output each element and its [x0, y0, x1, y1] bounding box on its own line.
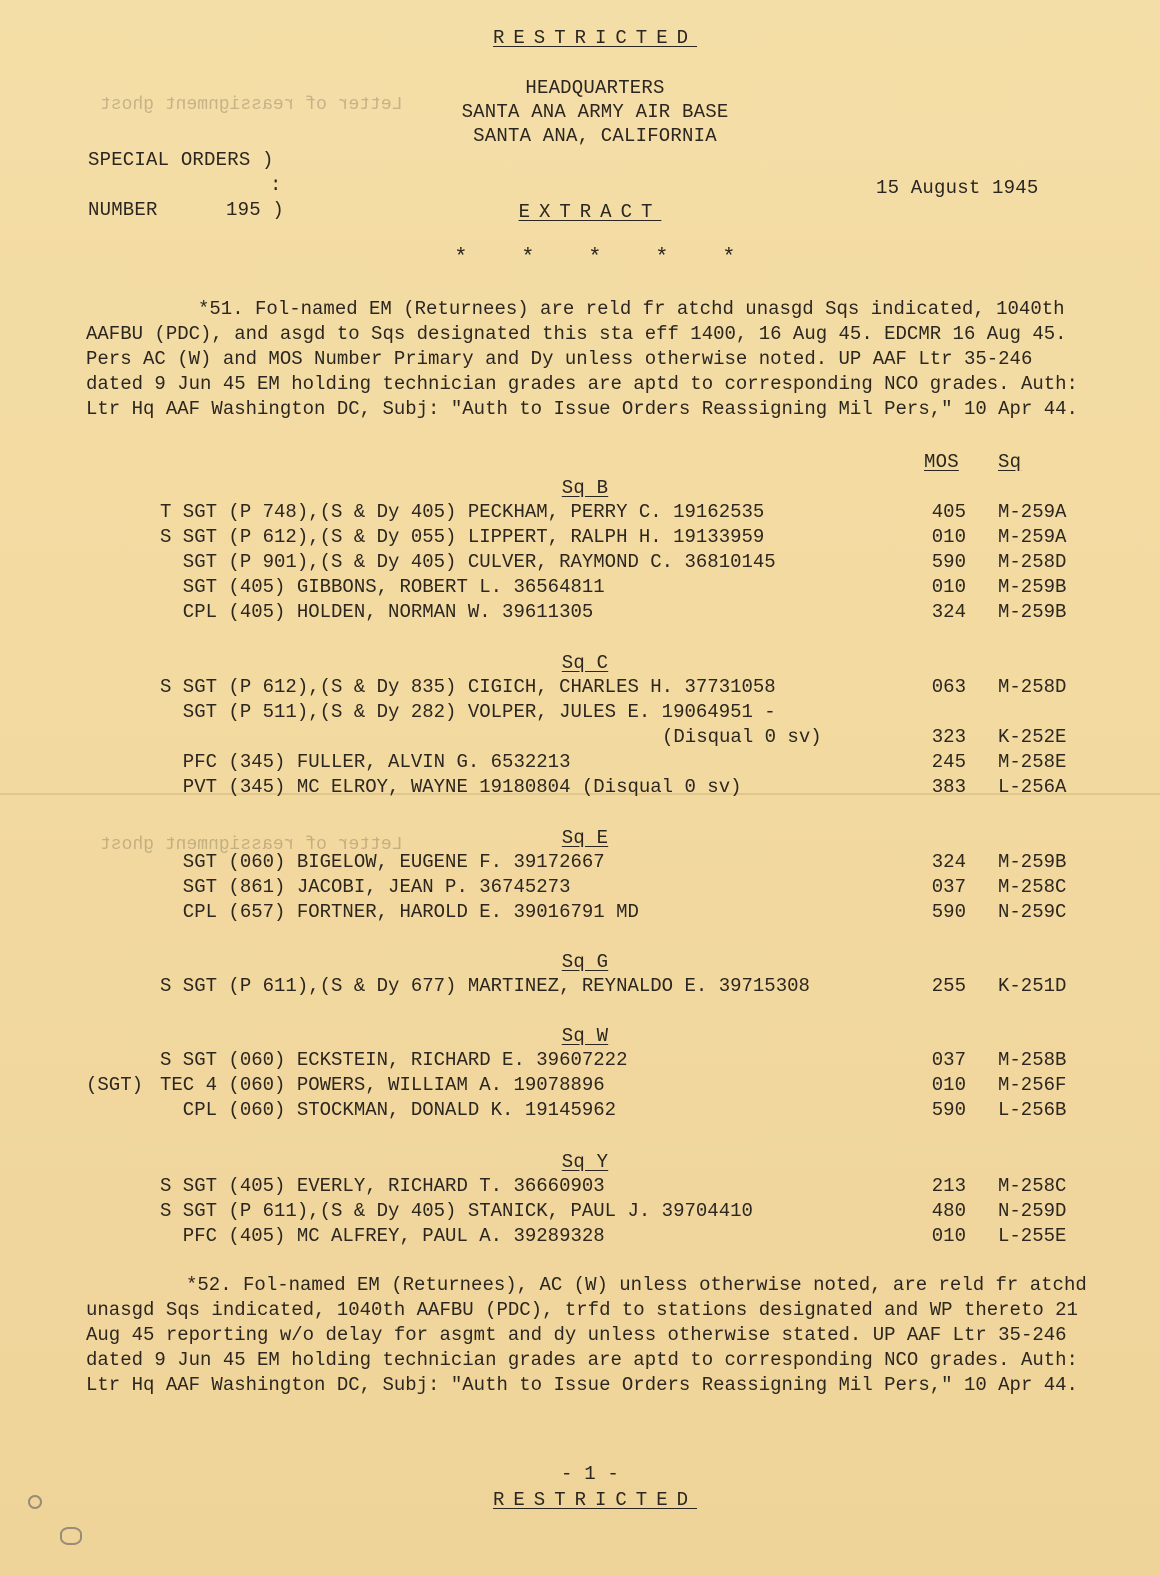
roster-entry: PFC (405) MC ALFREY, PAUL A. 39289328	[160, 1225, 605, 1247]
roster-entry: SGT (861) JACOBI, JEAN P. 36745273	[160, 876, 571, 898]
roster-row	[0, 875, 1160, 900]
squadron-value: M-259B	[998, 601, 1067, 623]
squadron-value: L-256A	[998, 776, 1067, 798]
squadron-value: M-259A	[998, 501, 1067, 523]
roster-row	[0, 550, 1160, 575]
roster-row	[0, 750, 1160, 775]
mos-value: 213	[931, 1175, 966, 1197]
mos-value: 324	[931, 851, 966, 873]
squadron-value: M-259B	[998, 851, 1067, 873]
squadron-value: L-255E	[998, 1225, 1067, 1247]
mos-value: 010	[931, 526, 966, 548]
squadron-value: K-251D	[998, 975, 1067, 997]
group-title: Sq G	[561, 951, 609, 973]
roster-row	[0, 525, 1160, 550]
roster-entry: PFC (345) FULLER, ALVIN G. 6532213	[160, 751, 571, 773]
mos-value: 010	[931, 1225, 966, 1247]
number-label: NUMBER	[88, 199, 158, 221]
mos-value: 590	[931, 1099, 966, 1121]
roster-row	[0, 974, 1160, 999]
mos-value: 063	[931, 676, 966, 698]
roster-row	[0, 600, 1160, 625]
squadron-value: M-256F	[998, 1074, 1067, 1096]
squadron-value: K-252E	[998, 726, 1067, 748]
roster-entry: S SGT (405) EVERLY, RICHARD T. 36660903	[160, 1175, 605, 1197]
squadron-value: N-259C	[998, 901, 1067, 923]
roster-row	[0, 700, 1160, 725]
squadron-value: M-258D	[998, 676, 1067, 698]
grade-prefix: (SGT)	[86, 1074, 144, 1096]
squadron-value: M-258B	[998, 1049, 1067, 1071]
column-header-sq: Sq	[998, 451, 1022, 473]
roster-entry: SGT (060) BIGELOW, EUGENE F. 39172667	[160, 851, 605, 873]
bleed-through-mark: Letter of reassignment ghost	[100, 95, 403, 115]
roster-entry: S SGT (060) ECKSTEIN, RICHARD E. 39607222	[160, 1049, 628, 1071]
group-title: Sq B	[561, 477, 609, 499]
roster-row	[0, 1048, 1160, 1073]
paragraph-51: *51. Fol-named EM (Returnees) are reld fr atchd unasgd Sqs indicated, 1040th AAFBU (PDC), and asgd to Sqs designated this sta eff 1400, 16 Aug 45. EDCMR 16 Aug 45. Pers AC (W) and MOS Number Primary and Dy unless otherwise noted. UP AAF Ltr 35-246 dated 9 Jun 45 EM holding technician grades are aptd to corresponding NCO grades. Auth: Ltr Hq AAF Washington DC, Subj: "Auth to Issue Orders Reassigning Mil Pers," 10 Apr 44.	[86, 298, 1090, 420]
order-date: 15 August 1945	[876, 177, 1039, 199]
roster-entry: SGT (P 511),(S & Dy 282) VOLPER, JULES E. 19064951 -	[160, 701, 776, 723]
roster-row	[0, 900, 1160, 925]
squadron-value: M-259A	[998, 526, 1067, 548]
roster-entry: T SGT (P 748),(S & Dy 405) PECKHAM, PERRY C. 19162535	[160, 501, 765, 523]
mos-value: 405	[931, 501, 966, 523]
roster-row	[0, 1224, 1160, 1249]
column-header-mos: MOS	[924, 451, 959, 473]
mos-value: 480	[931, 1200, 966, 1222]
squadron-value: M-258E	[998, 751, 1067, 773]
bleed-through-mark: Letter of reassignment ghost	[100, 835, 403, 855]
roster-entry: SGT (P 901),(S & Dy 405) CULVER, RAYMOND C. 36810145	[160, 551, 776, 573]
mos-value: 323	[931, 726, 966, 748]
squadron-value: M-258D	[998, 551, 1067, 573]
mos-value: 590	[931, 901, 966, 923]
roster-row	[0, 1199, 1160, 1224]
special-orders-label: SPECIAL ORDERS )	[88, 149, 274, 171]
mos-value: 383	[931, 776, 966, 798]
colon-mark: :	[270, 174, 282, 196]
squadron-value: N-259D	[998, 1200, 1067, 1222]
base-name: SANTA ANA ARMY AIR BASE	[461, 101, 729, 123]
roster-row	[0, 850, 1160, 875]
mos-value: 245	[931, 751, 966, 773]
group-title: Sq C	[561, 652, 609, 674]
roster-entry: S SGT (P 612),(S & Dy 835) CIGICH, CHARLES H. 37731058	[160, 676, 776, 698]
squadron-value: M-258C	[998, 1175, 1067, 1197]
roster-row	[0, 1073, 1160, 1098]
roster-row	[0, 500, 1160, 525]
base-location: SANTA ANA, CALIFORNIA	[473, 125, 717, 147]
mos-value: 010	[931, 1074, 966, 1096]
headquarters-line: HEADQUARTERS	[525, 77, 665, 99]
mos-value: 010	[931, 576, 966, 598]
roster-entry: S SGT (P 611),(S & Dy 405) STANICK, PAUL J. 39704410	[160, 1200, 753, 1222]
roster-entry: S SGT (P 611),(S & Dy 677) MARTINEZ, REYNALDO E. 39715308	[160, 975, 810, 997]
mos-value: 324	[931, 601, 966, 623]
restricted-footer: RESTRICTED	[492, 1489, 698, 1511]
staple-mark	[28, 1495, 42, 1509]
order-number: 195 )	[226, 199, 285, 221]
mos-value: 037	[931, 876, 966, 898]
roster-entry: S SGT (P 612),(S & Dy 055) LIPPERT, RALPH H. 19133959	[160, 526, 765, 548]
roster-row	[0, 1098, 1160, 1123]
star-divider: * * * * *	[454, 245, 736, 270]
group-title: Sq Y	[561, 1151, 609, 1173]
roster-entry: TEC 4 (060) POWERS, WILLIAM A. 19078896	[160, 1074, 605, 1096]
squadron-value: M-259B	[998, 576, 1067, 598]
group-title: Sq E	[561, 827, 609, 849]
extract-title: EXTRACT	[518, 201, 662, 223]
mos-value: 255	[931, 975, 966, 997]
roster-entry: CPL (060) STOCKMAN, DONALD K. 19145962	[160, 1099, 617, 1121]
squadron-value: L-256B	[998, 1099, 1067, 1121]
roster-entry: CPL (657) FORTNER, HAROLD E. 39016791 MD	[160, 901, 639, 923]
squadron-value: M-258C	[998, 876, 1067, 898]
roster-entry: PVT (345) MC ELROY, WAYNE 19180804 (Disqual 0 sv)	[160, 776, 742, 798]
roster-row	[0, 775, 1160, 800]
staple-mark	[60, 1527, 82, 1545]
restricted-header: RESTRICTED	[492, 27, 698, 49]
disqualification-note: (Disqual 0 sv)	[662, 726, 822, 748]
roster-row	[0, 575, 1160, 600]
roster-entry: SGT (405) GIBBONS, ROBERT L. 36564811	[160, 576, 605, 598]
page-number: - 1 -	[560, 1463, 619, 1485]
roster-row	[0, 675, 1160, 700]
roster-entry: CPL (405) HOLDEN, NORMAN W. 39611305	[160, 601, 594, 623]
mos-value: 590	[931, 551, 966, 573]
paragraph-52: *52. Fol-named EM (Returnees), AC (W) unless otherwise noted, are reld fr atchd unasgd Sqs indicated, 1040th AAFBU (PDC), trfd to stations designated and WP thereto 21 Aug 45 reporting w/o delay for asgmt and dy unless otherwise stated. UP AAF Ltr 35-246 dated 9 Jun 45 EM holding technician grades are aptd to corresponding NCO grades. Auth: Ltr Hq AAF Washington DC, Subj: "Auth to Issue Orders Reassigning Mil Pers," 10 Apr 44.	[86, 1274, 1099, 1396]
mos-value: 037	[931, 1049, 966, 1071]
roster-row	[0, 725, 1160, 750]
group-title: Sq W	[561, 1025, 609, 1047]
roster-row	[0, 1174, 1160, 1199]
